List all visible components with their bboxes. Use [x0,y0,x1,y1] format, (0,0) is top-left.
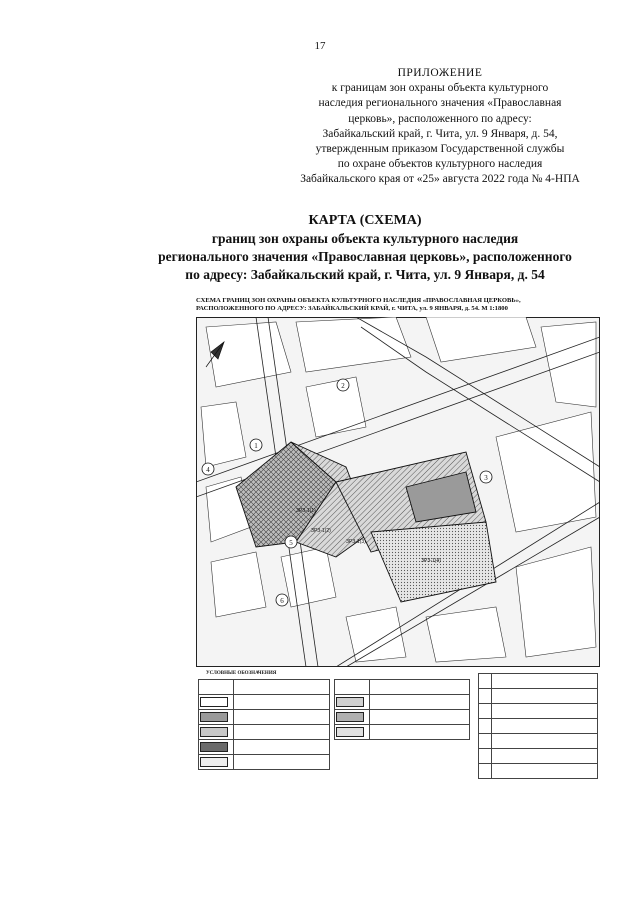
appendix-heading: ПРИЛОЖЕНИЕ [397,67,483,79]
legend-table-middle [334,679,470,740]
appendix-line: Забайкальского края от «25» августа 2022 года № 4-НПА [300,173,580,186]
zone-label: ЗРЗ-1(4) [421,558,441,564]
map-marker [202,463,214,475]
title-main: КАРТА (СХЕМА) [308,213,422,228]
title-line: регионального значения «Православная церковь», расположенного [158,249,572,264]
title-line: по адресу: Забайкальский край, г. Чита, ул. 9 Января, д. 54 [185,267,545,282]
document-title [130,212,600,284]
svg-text:5: 5 [289,539,293,547]
appendix-block [290,66,590,188]
map-marker [337,379,349,391]
map-marker [285,536,297,548]
svg-text:6: 6 [280,597,284,605]
zone-label: ЗРЗ-1(1) [296,508,316,514]
svg-text:2: 2 [341,382,345,390]
map-caption-line: РАСПОЛОЖЕННОГО ПО АДРЕСУ: ЗАБАЙКАЛЬСКИЙ КРАЙ, г. ЧИТА, ул. 9 ЯНВАРЯ, д. 54. М 1:1800 [196,305,508,313]
title-line: границ зон охраны объекта культурного наследия [211,231,519,246]
svg-text:1: 1 [254,442,258,450]
svg-text:3: 3 [484,474,488,482]
map-legend [196,671,600,779]
map-marker [276,594,288,606]
map-caption [196,297,600,313]
zone-label: ЗРЗ-1(2) [311,528,331,534]
appendix-line: наследия регионального значения «Православная [318,97,562,110]
appendix-line: церковь», расположенного по адресу: [348,112,532,125]
zone-label: ЗРЗ-1(3) [346,539,366,545]
map-caption-line: СХЕМА ГРАНИЦ ЗОН ОХРАНЫ ОБЪЕКТА КУЛЬТУРНОГО НАСЛЕДИЯ «ПРАВОСЛАВНАЯ ЦЕРКОВЬ», [196,297,521,304]
appendix-line: по охране объектов культурного наследия [337,158,543,171]
legend-table-left [198,679,330,770]
appendix-line: утвержденным приказом Государственной службы [315,143,565,156]
appendix-line: Забайкальский край, г. Чита, ул. 9 Января, д. 54, [322,127,558,140]
legend-table-right [478,673,598,779]
map-marker [250,439,262,451]
svg-text:4: 4 [206,466,210,474]
map-figure [196,297,600,777]
appendix-line: к границам зон охраны объекта культурного [331,82,549,95]
zone-map [196,317,600,667]
legend-title: УСЛОВНЫЕ ОБОЗНАЧЕНИЯ [206,671,277,676]
map-marker [480,471,492,483]
page-number: 17 [314,40,326,52]
